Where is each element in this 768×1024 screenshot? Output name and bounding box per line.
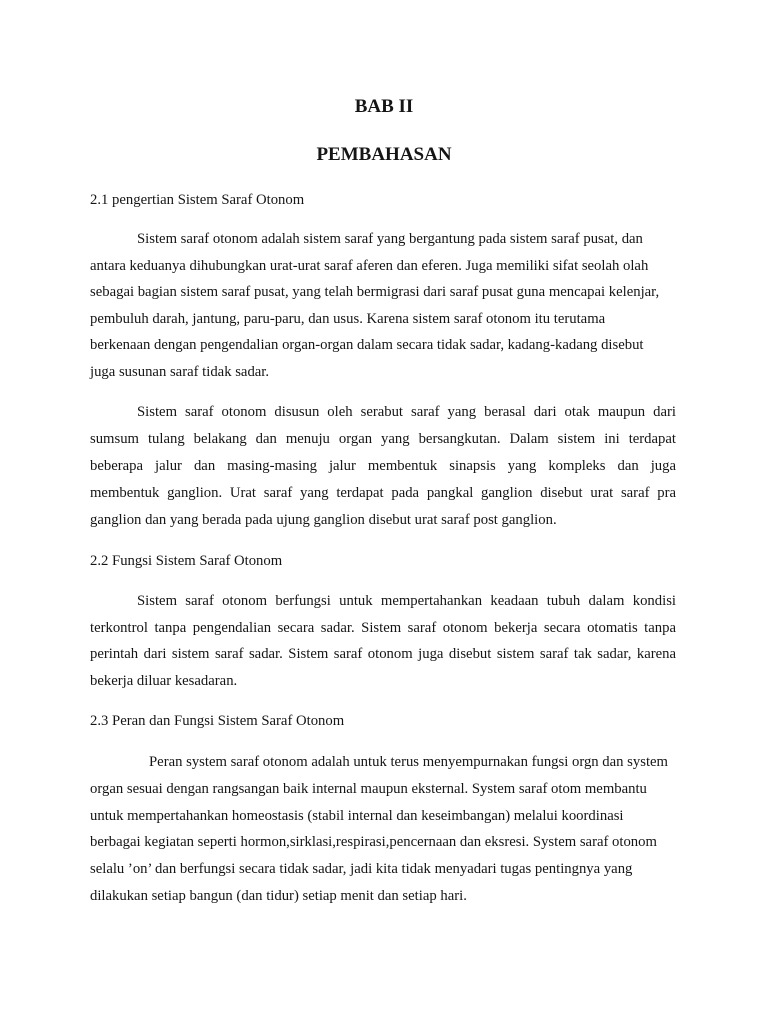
paragraph-line: antara keduanya dihubungkan urat-urat saraf aferen dan eferen. Juga memiliki sifat seolah olah [90, 257, 649, 274]
paragraph-line: sumsum tulang belakang dan menuju organ yang bersangkutan. Dalam sistem ini terdapat [90, 430, 676, 447]
paragraph-line: ganglion dan yang berada pada ujung ganglion disebut urat saraf post ganglion. [90, 511, 557, 528]
paragraph-line: perintah dari sistem saraf sadar. Sistem saraf otonom juga disebut sistem saraf tak sadar, karena [90, 646, 676, 663]
paragraph-2-2 [90, 588, 676, 695]
paragraph-line: terkontrol tanpa pengendalian secara sadar. Sistem saraf otonom bekerja secara otomatis tanpa [90, 619, 676, 636]
paragraph-2-1-b [90, 399, 676, 533]
paragraph-line: pembuluh darah, jantung, paru-paru, dan usus. Karena sistem saraf otonom itu terutama [90, 310, 606, 327]
chapter-subtitle: PEMBAHASAN [316, 144, 452, 165]
paragraph-line: berkenaan dengan pengendalian organ-organ dalam secara tidak sadar, kadang-kadang disebut [90, 337, 644, 354]
paragraph-line: Sistem saraf otonom berfungsi untuk mempertahankan keadaan tubuh dalam kondisi [137, 593, 676, 609]
section-heading-2-1: 2.1 pengertian Sistem Saraf Otonom [90, 192, 305, 208]
paragraph-line: berbagai kegiatan seperti hormon,sirklasi,respirasi,pencernaan dan eksresi. System saraf otonom [90, 834, 657, 851]
paragraph-line: beberapa jalur dan masing-masing jalur membentuk sinapsis yang kompleks dan juga [90, 457, 676, 474]
paragraph-line: membentuk ganglion. Urat saraf yang terdapat pada pangkal ganglion disebut urat saraf pra [90, 484, 676, 501]
paragraph-line: selalu ’on’ dan berfungsi secara tidak sadar, jadi kita tidak menyadari tugas pentingnya yang [90, 861, 633, 878]
paragraph-line: dilakukan setiap bangun (dan tidur) setiap menit dan setiap hari. [90, 887, 467, 904]
paragraph-2-3 [90, 749, 676, 910]
chapter-title: BAB II [354, 96, 414, 117]
section-heading-2-3: 2.3 Peran dan Fungsi Sistem Saraf Otonom [90, 713, 345, 729]
paragraph-line: sebagai bagian sistem saraf pusat, yang telah bermigrasi dari saraf pusat guna mencapai kelenjar, [90, 284, 660, 301]
section-heading-2-2: 2.2 Fungsi Sistem Saraf Otonom [90, 553, 283, 569]
paragraph-line: juga susunan saraf tidak sadar. [90, 363, 270, 380]
paragraph-line: Sistem saraf otonom adalah sistem saraf yang bergantung pada sistem saraf pusat, dan [137, 231, 643, 247]
paragraph-line: organ sesuai dengan rangsangan baik internal maupun eksternal. System saraf otom membantu [90, 780, 647, 797]
paragraph-line: Peran system saraf otonom adalah untuk terus menyempurnakan fungsi orgn dan system [149, 754, 668, 770]
paragraph-line: bekerja diluar kesadaran. [90, 673, 238, 690]
paragraph-line: Sistem saraf otonom disusun oleh serabut saraf yang berasal dari otak maupun dari [137, 404, 676, 420]
paragraph-2-1-a [90, 226, 676, 386]
paragraph-line: untuk mempertahankan homeostasis (stabil internal dan keseimbangan) melalui koordinasi [90, 807, 624, 824]
